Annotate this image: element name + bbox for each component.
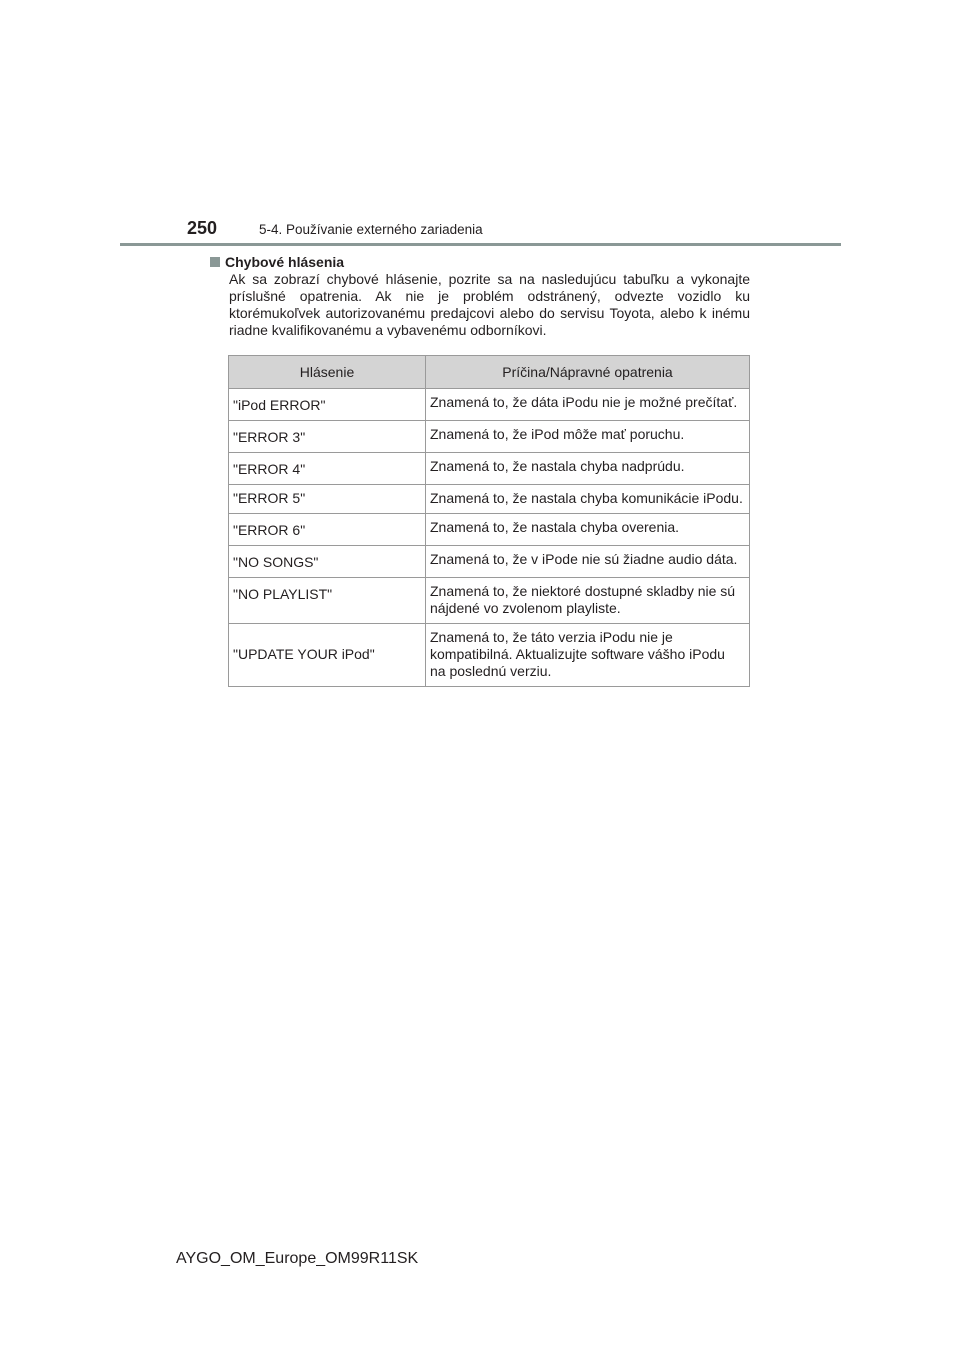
message-cell: "iPod ERROR" [229, 389, 426, 421]
cause-cell: Znamená to, že iPod môže mať poruchu. [426, 421, 750, 453]
cause-cell: Znamená to, že v iPode nie sú žiadne audio dáta. [426, 546, 750, 578]
table-row [229, 578, 750, 624]
cause-cell: Znamená to, že nastala chyba overenia. [426, 514, 750, 546]
cause-cell: Znamená to, že nastala chyba nadprúdu. [426, 453, 750, 485]
table-header-row [229, 356, 750, 389]
table-row [229, 485, 750, 514]
table-row [229, 514, 750, 546]
header-divider [120, 243, 841, 246]
message-cell: "ERROR 6" [229, 514, 426, 546]
column-header-cause: Príčina/Nápravné opatrenia [426, 356, 750, 389]
table-row [229, 389, 750, 421]
cause-cell: Znamená to, že nastala chyba komunikácie iPodu. [426, 485, 750, 514]
cause-cell: Znamená to, že táto verzia iPodu nie je kompatibilná. Aktualizujte software vášho iPodu na poslednú verziu. [426, 624, 750, 687]
table-row [229, 453, 750, 485]
cause-cell: Znamená to, že niektoré dostupné skladby nie sú nájdené vo zvolenom playliste. [426, 578, 750, 624]
cause-cell: Znamená to, že dáta iPodu nie je možné prečítať. [426, 389, 750, 421]
message-cell: "NO PLAYLIST" [229, 578, 426, 624]
message-cell: "UPDATE YOUR iPod" [229, 624, 426, 687]
table-row [229, 421, 750, 453]
message-cell: "ERROR 3" [229, 421, 426, 453]
intro-paragraph: Ak sa zobrazí chybové hlásenie, pozrite sa na nasledujúcu tabuľku a vykonajte príslušné opatrenia. Ak nie je problém odstránený, odvezte vozidlo ku ktorémukoľvek autorizovanému predajcovi alebo do servisu Toyota, alebo k inému riadne kvalifikovanému a vybavenému odborníkovi. [229, 271, 750, 338]
square-bullet-icon [210, 257, 220, 267]
section-title: 5-4. Používanie externého zariadenia [259, 222, 483, 237]
section-heading-text: Chybové hlásenia [225, 254, 345, 270]
table-row [229, 624, 750, 687]
column-header-message: Hlásenie [229, 356, 426, 389]
page-number: 250 [187, 218, 218, 238]
table-row [229, 546, 750, 578]
message-cell: "ERROR 5" [229, 485, 426, 514]
message-cell: "NO SONGS" [229, 546, 426, 578]
document-code: AYGO_OM_Europe_OM99R11SK [176, 1250, 419, 1267]
section-heading [210, 254, 344, 270]
error-message-table [228, 355, 750, 687]
message-cell: "ERROR 4" [229, 453, 426, 485]
